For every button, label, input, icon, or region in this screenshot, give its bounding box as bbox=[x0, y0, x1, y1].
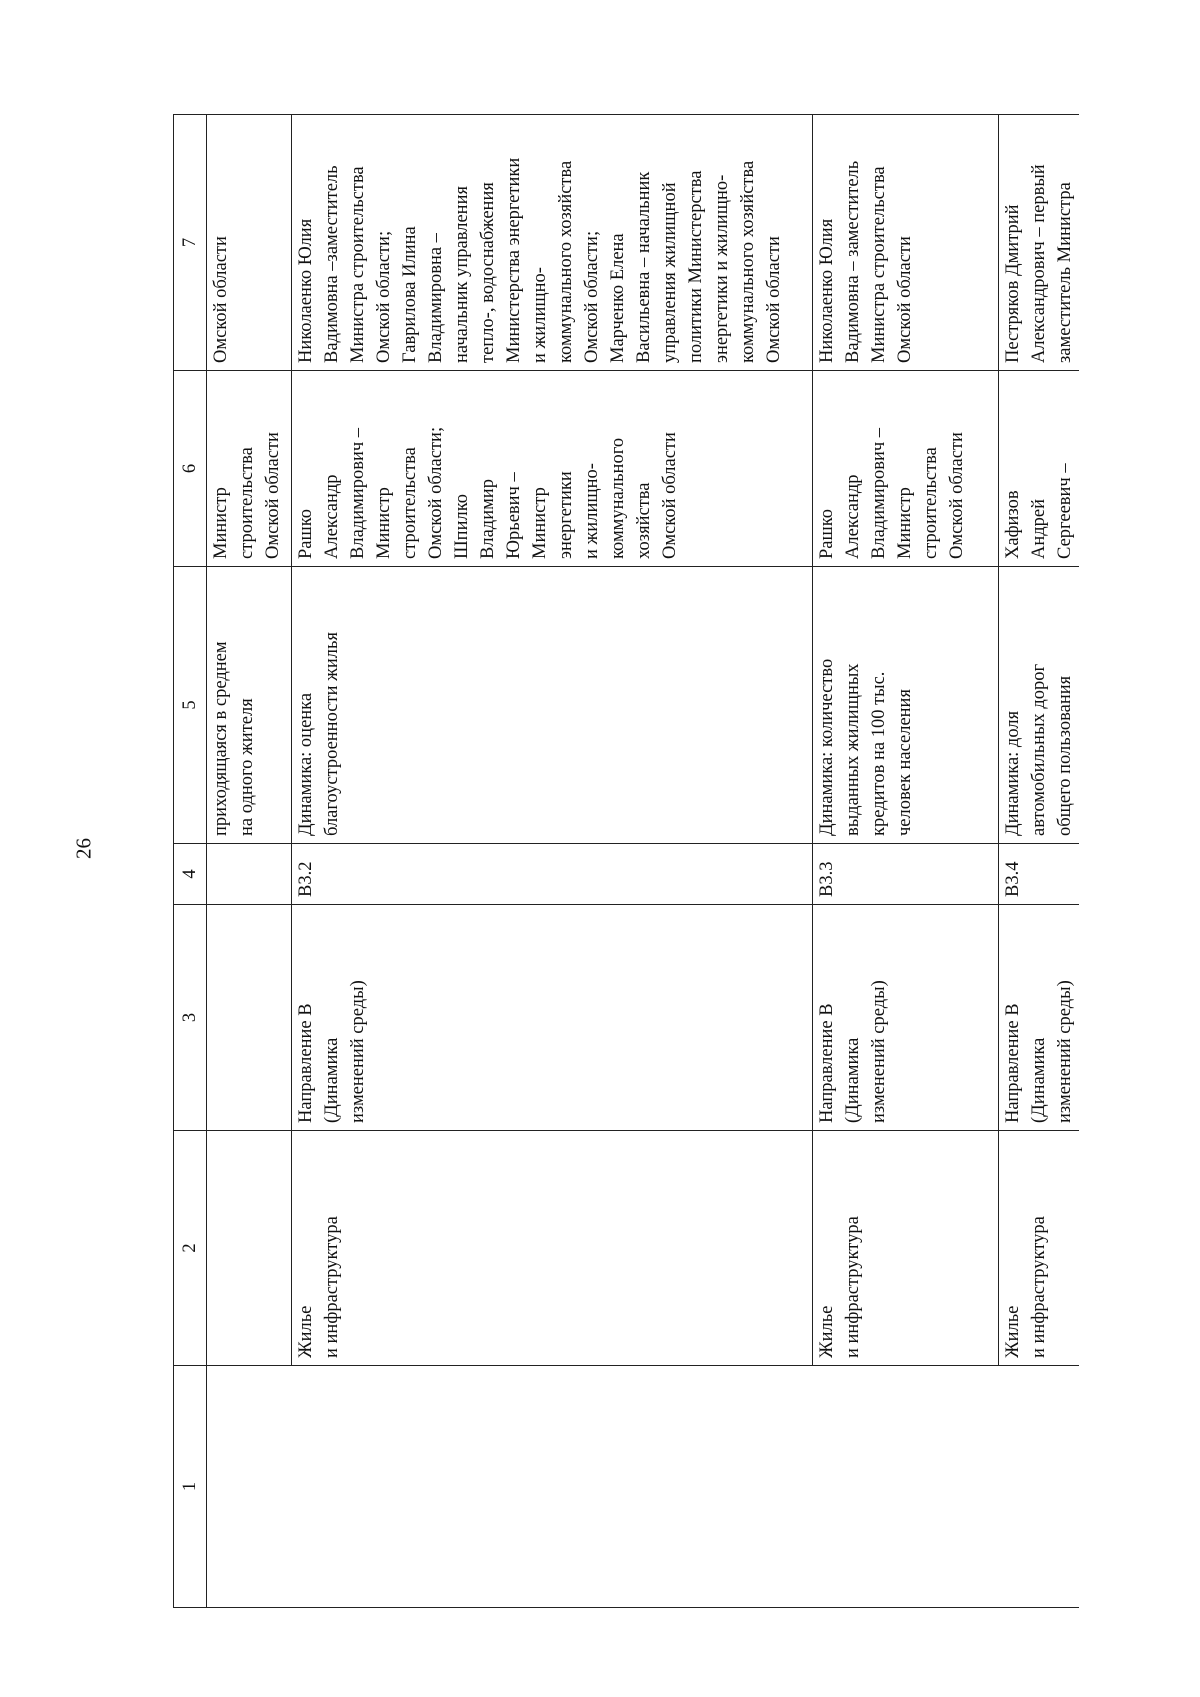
column-header: 3 bbox=[174, 905, 207, 1131]
cell-executor: Пестряков Дмитрий Александрович – первый заместитель Министра bbox=[999, 115, 1080, 371]
cell-direction: Направление В (Динамика изменений среды) bbox=[813, 905, 999, 1131]
table-row bbox=[999, 115, 1080, 1608]
data-table bbox=[173, 114, 1079, 1608]
column-header: 1 bbox=[174, 1366, 207, 1608]
page-number: 26 bbox=[71, 838, 96, 859]
cell-sphere: Жилье и инфраструктура bbox=[999, 1131, 1080, 1366]
cell-indicator: приходящаяся в среднем на одного жителя bbox=[207, 567, 292, 844]
cell-number bbox=[813, 1366, 999, 1608]
cell-responsible: Рашко Александр Владимирович – Министр строительства Омской области bbox=[813, 371, 999, 567]
cell-number bbox=[207, 1366, 292, 1608]
column-header: 6 bbox=[174, 371, 207, 567]
rotated-table-container bbox=[173, 115, 1088, 1608]
cell-sphere: Жилье и инфраструктура bbox=[292, 1131, 813, 1366]
cell-sphere bbox=[207, 1131, 292, 1366]
cell-responsible: Хафизов Андрей Сергеевич – bbox=[999, 371, 1080, 567]
cell-sphere: Жилье и инфраструктура bbox=[813, 1131, 999, 1366]
cell-indicator: Динамика: оценка благоустроенности жилья bbox=[292, 567, 813, 844]
column-header: 5 bbox=[174, 567, 207, 844]
cell-executor: Николаенко Юлия Вадимовна –заместитель Министра строительства Омской области; Гаврилова Илина Владимировна – начальник управления тепло-, водоснабжения Министерства энергетики и жилищно- коммунального хозяйства Омской области; Марченко Елена Васильевна – начальник управления жилищной политики Министерства энергетики и жилищно- коммунального хозяйства Омской области bbox=[292, 115, 813, 371]
cell-responsible: Рашко Александр Владимирович – Министр строительства Омской области; Шпилко Владимир Юрьевич – Министр энергетики и жилищно- коммунального хозяйства Омской области bbox=[292, 371, 813, 567]
cell-direction: Направление В (Динамика изменений среды) bbox=[292, 905, 813, 1131]
cell-executor: Омской области bbox=[207, 115, 292, 371]
cell-code bbox=[207, 844, 292, 905]
table-row bbox=[292, 115, 813, 1608]
column-header: 4 bbox=[174, 844, 207, 905]
header-row bbox=[174, 115, 207, 1608]
column-header: 2 bbox=[174, 1131, 207, 1366]
cell-direction: Направление В (Динамика изменений среды) bbox=[999, 905, 1080, 1131]
cell-direction bbox=[207, 905, 292, 1131]
cell-code: В3.2 bbox=[292, 844, 813, 905]
cell-code: В3.4 bbox=[999, 844, 1080, 905]
cell-number bbox=[292, 1366, 813, 1608]
cell-indicator: Динамика: доля автомобильных дорог общего пользования bbox=[999, 567, 1080, 844]
column-header: 7 bbox=[174, 115, 207, 371]
cell-number bbox=[999, 1366, 1080, 1608]
cell-code: В3.3 bbox=[813, 844, 999, 905]
cell-indicator: Динамика: количество выданных жилищных кредитов на 100 тыс. человек населения bbox=[813, 567, 999, 844]
table-row bbox=[207, 115, 292, 1608]
cell-responsible: Министр строительства Омской области bbox=[207, 371, 292, 567]
table-row bbox=[813, 115, 999, 1608]
cell-executor: Николаенко Юлия Вадимовна – заместитель Министра строительства Омской области bbox=[813, 115, 999, 371]
